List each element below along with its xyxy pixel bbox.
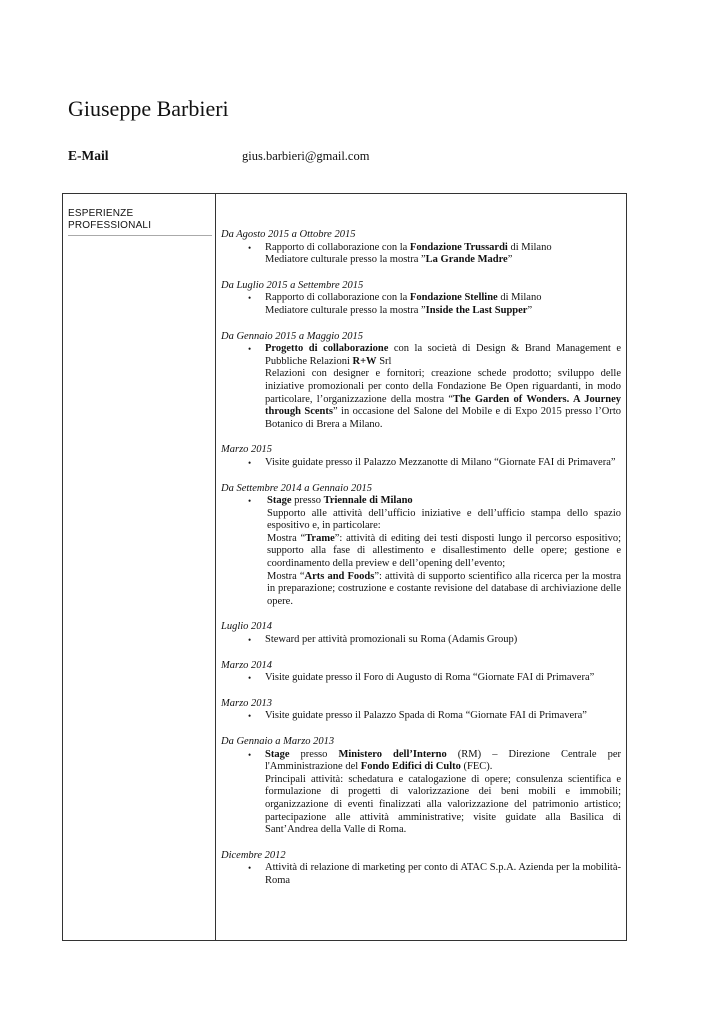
entry-text: Srl bbox=[376, 355, 392, 367]
entry-item bbox=[221, 292, 621, 317]
entry-text: (FEC). bbox=[460, 761, 493, 773]
experience-entry bbox=[221, 280, 621, 318]
bullet-icon: • bbox=[248, 344, 252, 355]
experience-table bbox=[62, 193, 627, 941]
entry-item bbox=[221, 242, 621, 267]
entry-period: Da Gennaio a Marzo 2013 bbox=[221, 736, 335, 747]
bullet-icon: • bbox=[248, 749, 252, 760]
candidate-name: Giuseppe Barbieri bbox=[68, 96, 229, 121]
entry-item bbox=[221, 672, 621, 685]
entry-role: Progetto di collaborazione bbox=[265, 343, 389, 355]
experience-entry bbox=[221, 229, 621, 267]
entry-text: Mediatore culturale presso la mostra ” bbox=[265, 254, 426, 266]
experience-entry bbox=[221, 483, 621, 609]
entry-period: Da Agosto 2015 a Ottobre 2015 bbox=[221, 229, 356, 240]
experience-entry bbox=[221, 621, 621, 646]
entry-description: ”: attività di editing dei testi disposti lungo il percorso espositivo; supporto alla fase di allestimento e disallestimento delle opere; gestione e coordinamento della preview e dell’opening dell’evento; bbox=[267, 532, 621, 570]
organization-name: Fondazione Trussardi bbox=[409, 241, 508, 253]
email-label: E-Mail bbox=[68, 148, 109, 163]
column-divider bbox=[215, 194, 216, 940]
entry-text: Mostra “ bbox=[267, 570, 305, 582]
entry-item bbox=[221, 343, 621, 431]
entry-item bbox=[221, 862, 621, 887]
exhibition-name: La Grande Madre bbox=[425, 254, 508, 266]
organization-name: Triennale di Milano bbox=[323, 495, 413, 507]
entry-text: Mostra “ bbox=[267, 532, 306, 544]
entry-description: Relazioni con designer e fornitori; creazione schede prodotto; sviluppo delle iniziative promozionali per conto della Fondazione Be Open riguardanti, in modo particolare, l’organizzazione della mostra “ bbox=[265, 368, 621, 405]
exhibition-name: Trame bbox=[305, 532, 335, 544]
organization-name: R+W bbox=[352, 355, 377, 367]
entry-text: Visite guidate presso il Palazzo Mezzanotte di Milano “Giornate FAI di Primavera” bbox=[265, 456, 616, 468]
entry-description: ”: attività di supporto scientifico alla ricerca per la mostra in preparazione; costruzione e costante revisione del database di archiviazione delle opere. bbox=[267, 570, 621, 607]
experience-entry bbox=[221, 444, 621, 469]
organization-name: Ministero dell’Interno bbox=[338, 748, 447, 760]
bullet-icon: • bbox=[248, 242, 252, 253]
entry-text: Rapporto di collaborazione con la bbox=[265, 292, 410, 304]
bullet-icon: • bbox=[248, 673, 252, 684]
entry-period: Dicembre 2012 bbox=[221, 849, 286, 861]
organization-name: Fondazione Stelline bbox=[409, 292, 498, 304]
entry-text: di Milano bbox=[497, 292, 542, 304]
experience-entry bbox=[221, 331, 621, 432]
organization-name: Fondo Edifici di Culto bbox=[360, 761, 461, 773]
entry-item bbox=[221, 495, 621, 608]
entry-text: (RM) – Direzione Centrale per l'Amministrazione del bbox=[265, 748, 621, 773]
bullet-icon: • bbox=[248, 496, 252, 507]
email-value: gius.barbieri@gmail.com bbox=[242, 149, 370, 163]
entry-item bbox=[221, 749, 621, 837]
experience-entry bbox=[221, 736, 621, 837]
entry-description: ” in occasione del Salone del Mobile e di Expo 2015 presso l’Orto Botanico di Brera a Milano. bbox=[265, 406, 621, 430]
entry-text: di Milano bbox=[507, 241, 552, 253]
entry-period: Marzo 2013 bbox=[221, 697, 273, 709]
entry-period: Luglio 2014 bbox=[221, 621, 273, 633]
entry-role: Stage bbox=[265, 748, 290, 760]
entry-item bbox=[221, 457, 621, 470]
entry-text: Rapporto di collaborazione con la bbox=[265, 241, 410, 253]
entry-text: Attività di relazione di marketing per conto di ATAC S.p.A. Azienda per la mobilità- Roma bbox=[265, 862, 621, 886]
entry-role: Stage bbox=[267, 495, 292, 507]
exhibition-name: Inside the Last Supper bbox=[425, 304, 528, 316]
bullet-icon: • bbox=[248, 711, 252, 722]
entry-item bbox=[221, 634, 621, 647]
bullet-icon: • bbox=[248, 635, 252, 646]
experience-entry bbox=[221, 698, 621, 723]
entry-description: Supporto alle attività dell’ufficio iniziative e dell’ufficio stampa dello spazio espositivo e, in particolare: bbox=[267, 507, 621, 532]
bullet-icon: • bbox=[248, 457, 252, 468]
experience-entry bbox=[221, 660, 621, 685]
section-title-line1: ESPERIENZE bbox=[68, 208, 134, 219]
entry-period: Marzo 2015 bbox=[221, 444, 273, 456]
entry-text: con la società di Design & Brand Management e Pubbliche Relazioni bbox=[265, 343, 621, 367]
bullet-icon: • bbox=[248, 863, 252, 874]
entry-item bbox=[221, 710, 621, 723]
exhibition-name: The Garden of Wonders. A Journey through Scents bbox=[265, 393, 621, 418]
entry-period: Da Gennaio 2015 a Maggio 2015 bbox=[221, 330, 364, 342]
bullet-icon: • bbox=[248, 293, 252, 304]
entry-period: Da Luglio 2015 a Settembre 2015 bbox=[221, 279, 364, 291]
section-title-line2: PROFESSIONALI bbox=[68, 220, 152, 231]
entry-text: ” bbox=[527, 304, 533, 316]
experience-list bbox=[221, 229, 621, 901]
section-title bbox=[68, 208, 212, 236]
entry-period: Marzo 2014 bbox=[221, 659, 273, 671]
exhibition-name: Arts and Foods bbox=[304, 570, 375, 582]
entry-text: Visite guidate presso il Foro di Augusto di Roma “Giornate FAI di Primavera” bbox=[265, 672, 595, 684]
entry-period: Da Settembre 2014 a Gennaio 2015 bbox=[221, 482, 372, 494]
entry-text: Mediatore culturale presso la mostra ” bbox=[265, 304, 426, 316]
experience-entry bbox=[221, 850, 621, 888]
entry-text: Visite guidate presso il Palazzo Spada di Roma “Giornate FAI di Primavera” bbox=[265, 710, 587, 722]
entry-text: presso bbox=[291, 495, 324, 507]
entry-text: Steward per attività promozionali su Roma (Adamis Group) bbox=[265, 634, 518, 646]
entry-text: ” bbox=[507, 254, 513, 266]
entry-description: Principali attività: schedatura e catalogazione di opere; consulenza scientifica e formulazione di progetti di valorizzazione dei beni mobili e immobili; organizzazione di eventi finalizzati alla valorizzazione del patrimonio artistico; partecipazione alle attività amministrative; visite guidate alla Basilica di Sant’Andrea della Valle di Roma. bbox=[265, 773, 621, 836]
entry-text: presso bbox=[289, 748, 339, 760]
